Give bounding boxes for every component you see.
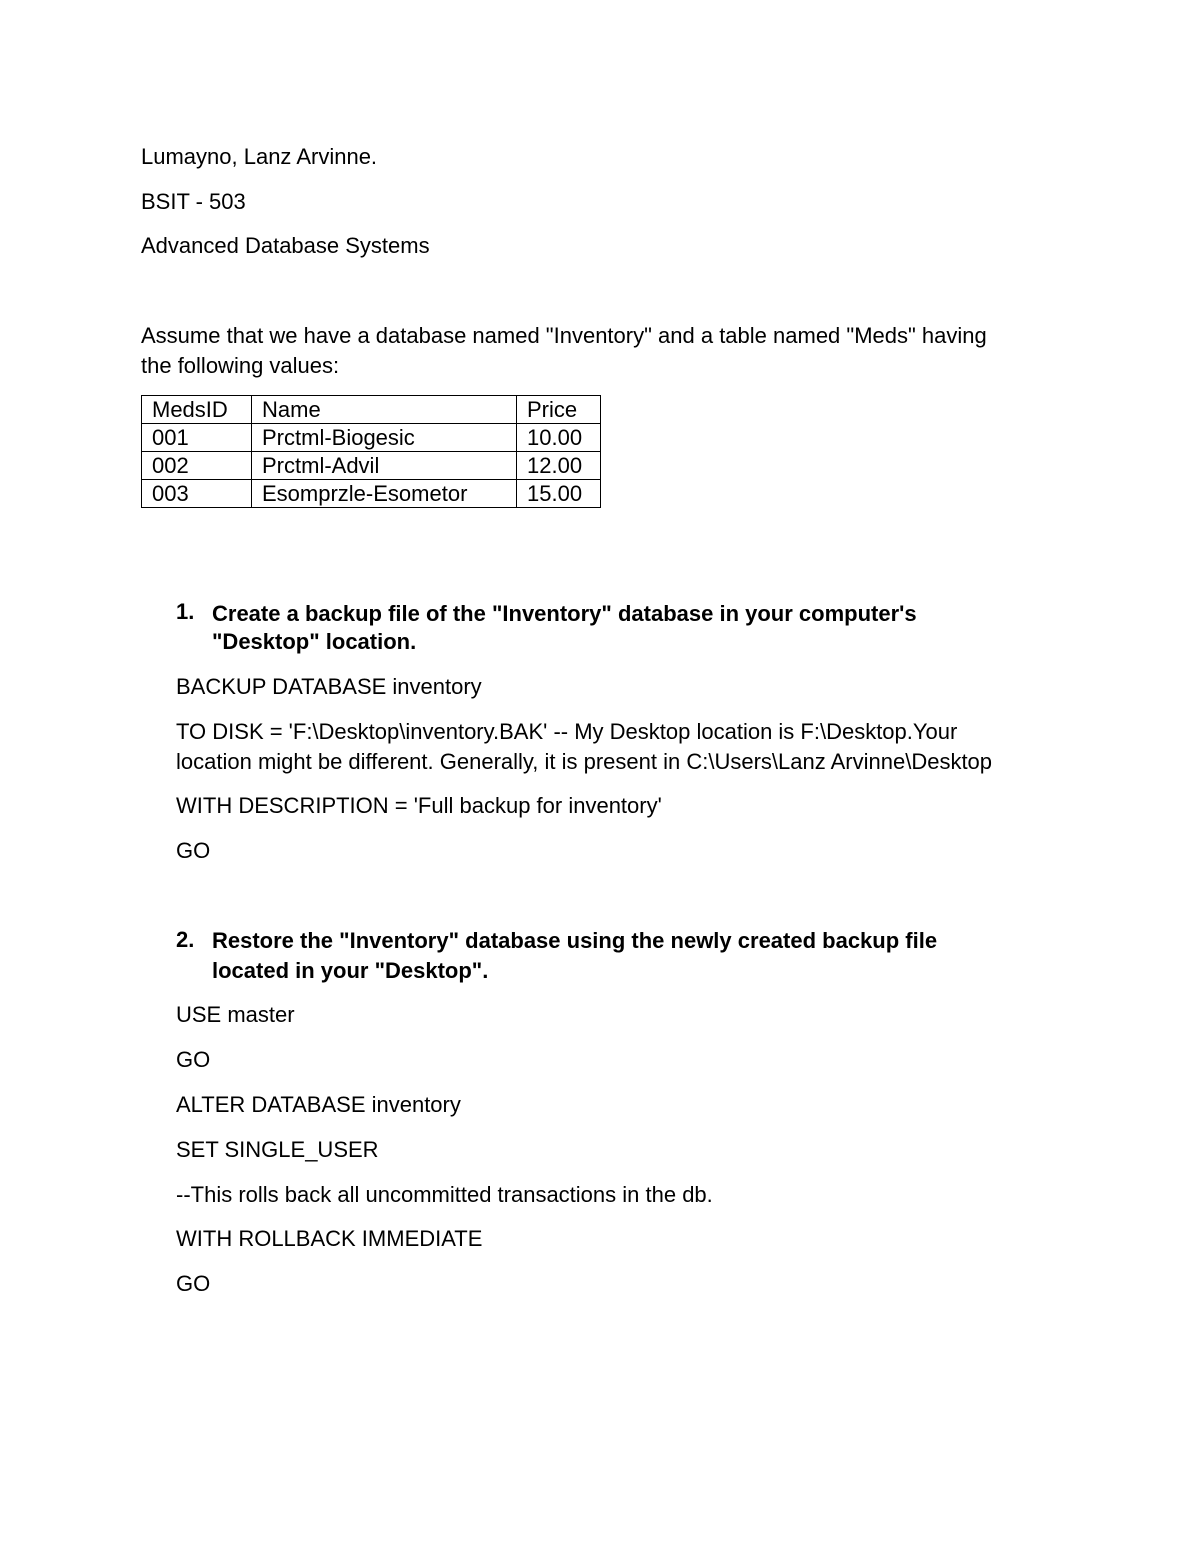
q2-code-line-3: ALTER DATABASE inventory xyxy=(176,1092,461,1117)
student-name: Lumayno, Lanz Arvinne. xyxy=(141,144,378,169)
q2-code-line-6: WITH ROLLBACK IMMEDIATE xyxy=(176,1226,483,1251)
table-cell: Prctml-Biogesic xyxy=(252,424,517,452)
q1-code-line-3: WITH DESCRIPTION = 'Full backup for inventory' xyxy=(176,793,662,818)
q1-code-line-2a: TO DISK = 'F:\Desktop\inventory.BAK' -- My Desktop location is F:\Desktop.Your xyxy=(176,719,958,744)
q2-code-line-2: GO xyxy=(176,1047,211,1072)
question-1-number: 1. xyxy=(176,599,195,624)
table-row xyxy=(142,452,601,480)
course-title: Advanced Database Systems xyxy=(141,233,430,258)
table-cell: Prctml-Advil xyxy=(252,452,517,480)
question-2-number: 2. xyxy=(176,927,195,952)
table-row xyxy=(142,424,601,452)
table-cell: 003 xyxy=(142,480,252,508)
table-row xyxy=(142,480,601,508)
q1-code-line-1: BACKUP DATABASE inventory xyxy=(176,674,482,699)
q2-code-line-4: SET SINGLE_USER xyxy=(176,1137,379,1162)
q2-code-line-5: --This rolls back all uncommitted transactions in the db. xyxy=(176,1182,713,1207)
table-header-cell: Price xyxy=(517,396,601,424)
table-header-cell: Name xyxy=(252,396,517,424)
question-2-line-2: located in your "Desktop". xyxy=(212,958,489,983)
table-header-cell: MedsID xyxy=(142,396,252,424)
intro-line-1: Assume that we have a database named "Inventory" and a table named "Meds" having xyxy=(141,323,987,348)
q1-code-line-2b: location might be different. Generally, it is present in C:\Users\Lanz Arvinne\Desktop xyxy=(176,749,993,774)
section: BSIT - 503 xyxy=(141,189,246,214)
table-cell: Esomprzle-Esometor xyxy=(252,480,517,508)
q1-code-line-4: GO xyxy=(176,838,211,863)
table-header-row xyxy=(142,396,601,424)
table-cell: 12.00 xyxy=(517,452,601,480)
table-cell: 001 xyxy=(142,424,252,452)
q2-code-line-7: GO xyxy=(176,1271,211,1296)
intro-line-2: the following values: xyxy=(141,353,340,378)
table-cell: 10.00 xyxy=(517,424,601,452)
table-cell: 002 xyxy=(142,452,252,480)
question-1-line-2: "Desktop" location. xyxy=(212,629,417,654)
table-cell: 15.00 xyxy=(517,480,601,508)
q2-code-line-1: USE master xyxy=(176,1002,295,1027)
question-2-line-1: Restore the "Inventory" database using the newly created backup file xyxy=(212,928,938,953)
question-1-line-1: Create a backup file of the "Inventory" database in your computer's xyxy=(212,601,917,626)
meds-table xyxy=(141,395,601,508)
